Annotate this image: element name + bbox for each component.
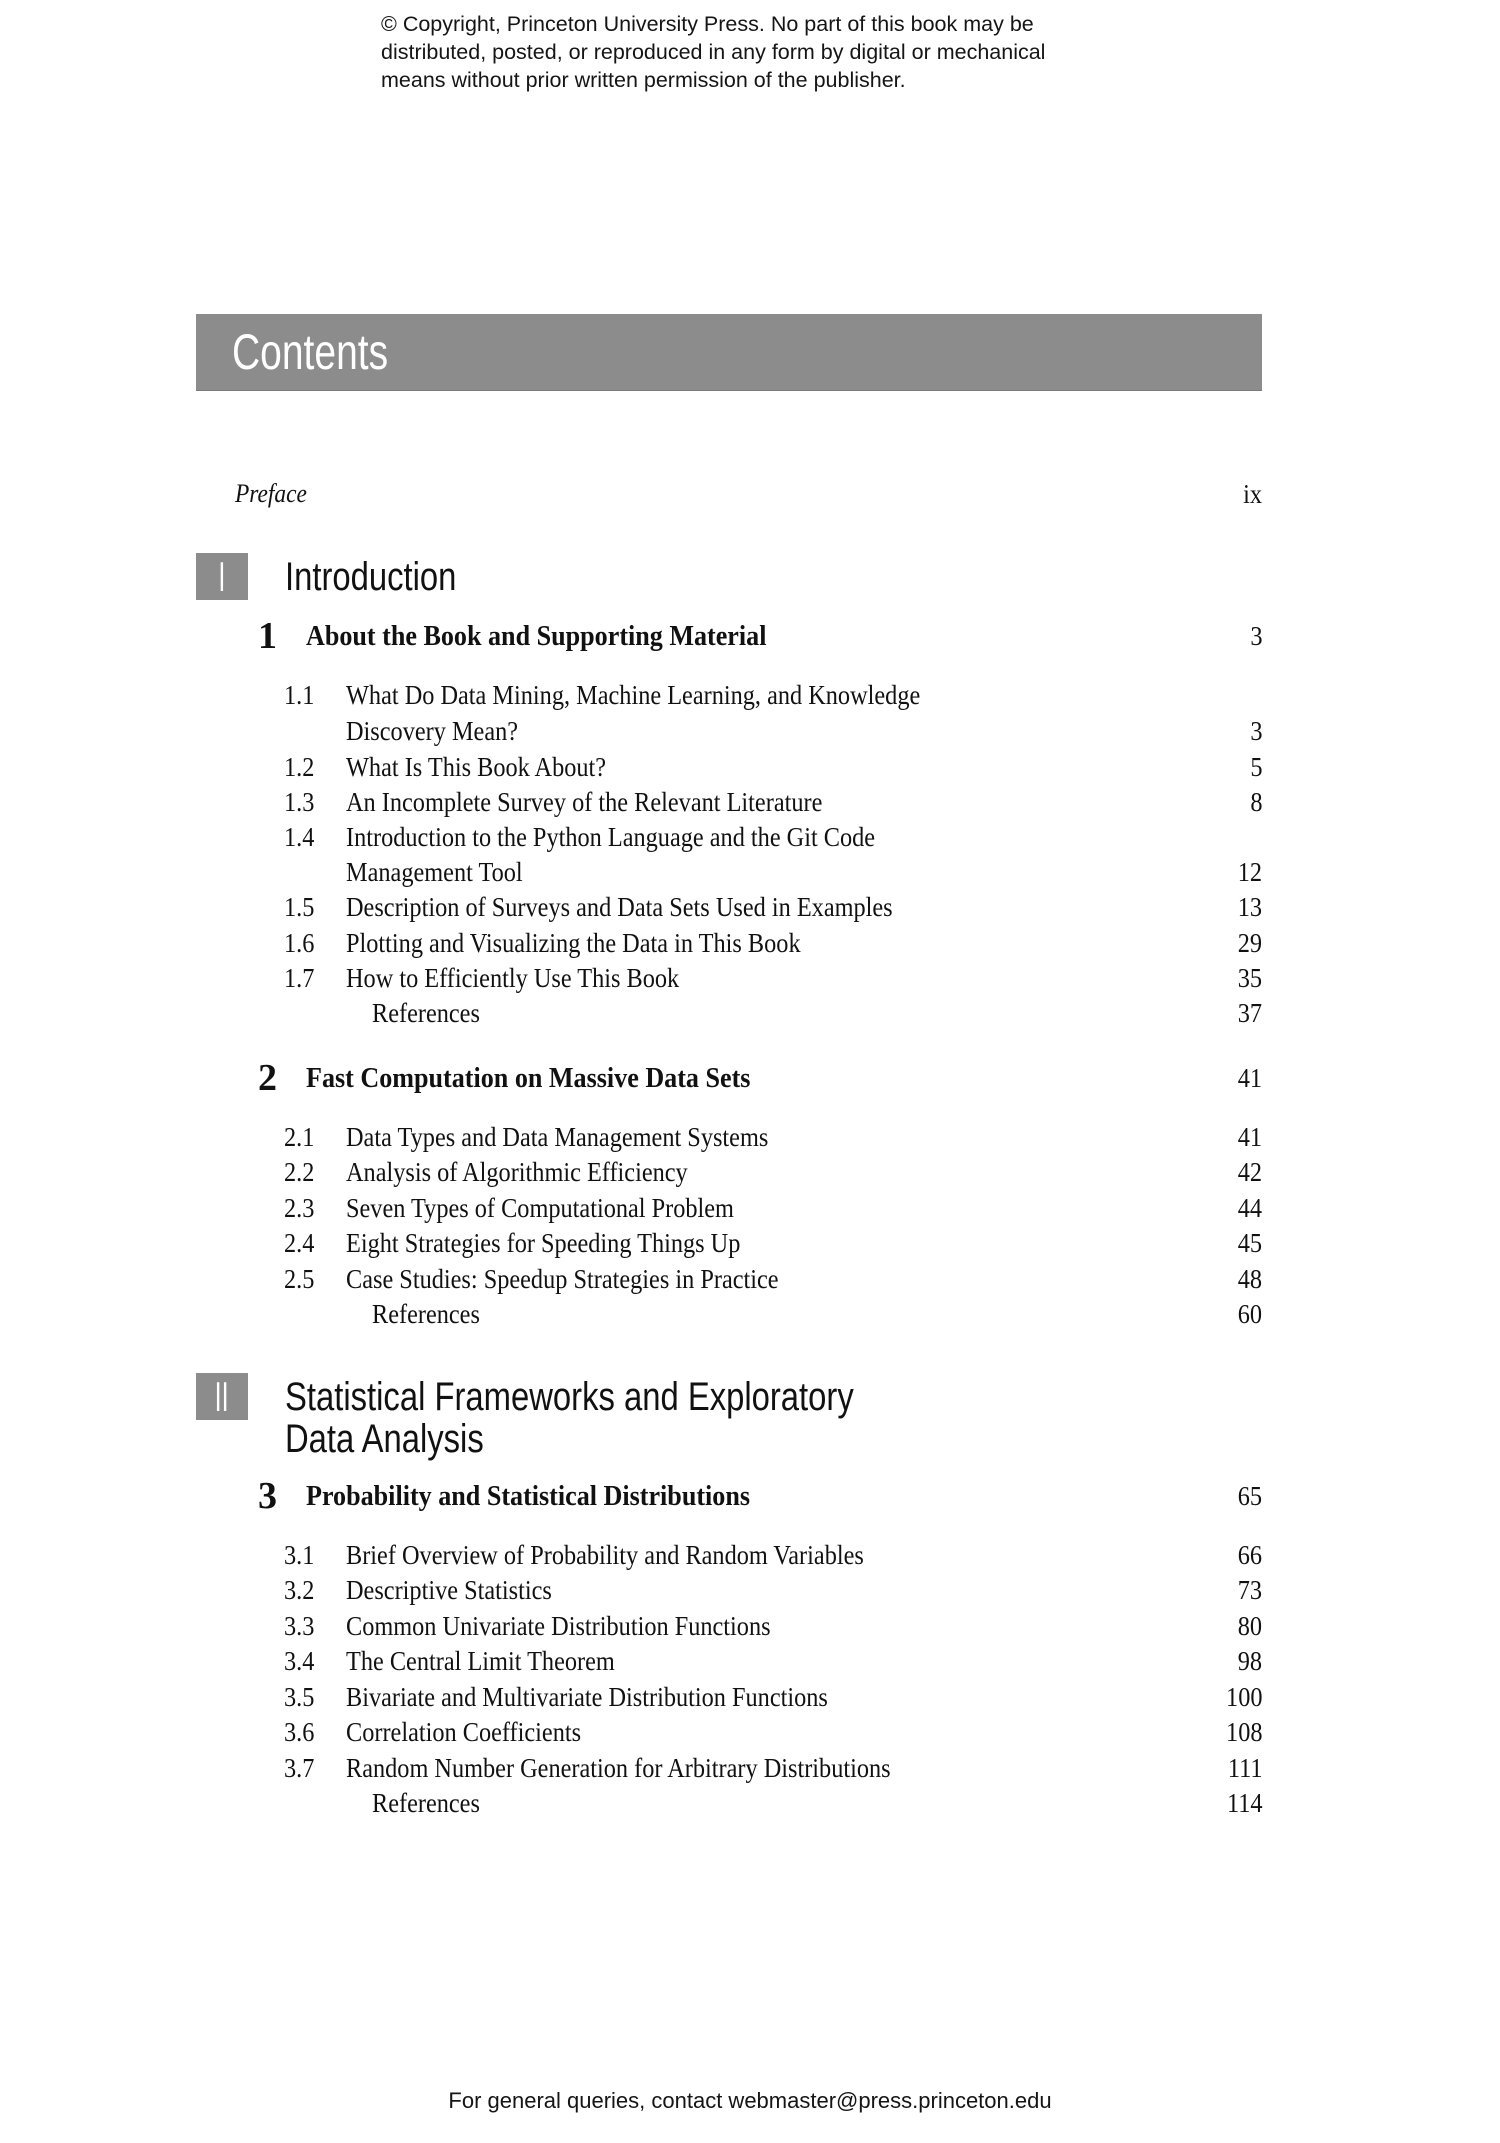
toc-section[interactable] [0, 889, 1500, 925]
copyright-notice [381, 10, 1161, 94]
section-page: 44 [1237, 1193, 1262, 1223]
toc-chapter[interactable] [0, 1056, 1500, 1100]
chapter-number: 2 [258, 1057, 277, 1099]
chapter-title: About the Book and Supporting Material [306, 620, 767, 652]
section-number: 2.4 [284, 1228, 315, 1258]
section-number: 1.1 [284, 680, 315, 710]
section-number: 2.5 [284, 1264, 315, 1294]
part-title[interactable] [285, 1376, 854, 1460]
chapter-title: Fast Computation on Massive Data Sets [306, 1062, 751, 1094]
section-page: 13 [1237, 892, 1262, 922]
references-page: 60 [1237, 1299, 1262, 1329]
section-title: Brief Overview of Probability and Random Variables [346, 1540, 864, 1570]
references-label: References [372, 1788, 480, 1818]
section-page: 66 [1237, 1540, 1262, 1570]
contents-header-bar [196, 314, 1262, 391]
toc-section[interactable] [0, 749, 1500, 785]
section-page: 29 [1237, 928, 1262, 958]
section-number: 3.2 [284, 1575, 315, 1605]
section-page: 5 [1249, 752, 1262, 782]
section-title: Analysis of Algorithmic Efficiency [346, 1157, 688, 1187]
toc-entry-page: ix [1243, 479, 1262, 509]
toc-section[interactable] [0, 1537, 1500, 1573]
toc-entry-preface[interactable] [0, 476, 1500, 512]
toc-section[interactable] [0, 1225, 1500, 1261]
toc-references[interactable] [0, 995, 1500, 1031]
toc-section[interactable] [0, 1190, 1500, 1226]
section-number: 2.2 [284, 1157, 315, 1187]
section-page: 3 [1249, 716, 1262, 746]
section-number: 3.1 [284, 1540, 315, 1570]
section-title: Introduction to the Python Language and the Git Code [346, 822, 876, 852]
section-title: What Do Data Mining, Machine Learning, and Knowledge [346, 680, 921, 710]
section-page: 111 [1227, 1753, 1262, 1783]
section-title: Eight Strategies for Speeding Things Up [346, 1228, 741, 1258]
section-title: Plotting and Visualizing the Data in This Book [346, 928, 801, 958]
part-title-line: Statistical Frameworks and Exploratory [285, 1375, 854, 1419]
toc-section[interactable] [0, 960, 1500, 996]
footer-contact: For general queries, contact webmaster@press.princeton.edu [448, 2088, 1052, 2113]
part-numeral: II [214, 1373, 230, 1420]
section-page: 48 [1237, 1264, 1262, 1294]
section-title: Case Studies: Speedup Strategies in Practice [346, 1264, 779, 1294]
part-numeral-badge [196, 1373, 248, 1420]
section-title: Seven Types of Computational Problem [346, 1193, 734, 1223]
section-number: 1.5 [284, 892, 315, 922]
toc-section[interactable] [0, 1679, 1500, 1715]
section-title: Management Tool [346, 857, 523, 887]
toc-section[interactable] [0, 1643, 1500, 1679]
references-label: References [372, 998, 480, 1028]
section-number: 3.7 [284, 1753, 315, 1783]
section-page: 80 [1237, 1611, 1262, 1641]
section-page: 35 [1237, 963, 1262, 993]
chapter-page: 65 [1237, 1481, 1262, 1511]
part-title-line: Introduction [285, 555, 457, 599]
toc-section[interactable] [0, 925, 1500, 961]
section-number: 1.3 [284, 787, 315, 817]
toc-section-continuation[interactable] [0, 713, 1500, 749]
references-page: 114 [1226, 1788, 1262, 1818]
section-title: Data Types and Data Management Systems [346, 1122, 769, 1152]
toc-references[interactable] [0, 1296, 1500, 1332]
section-title: Bivariate and Multivariate Distribution Functions [346, 1682, 828, 1712]
section-page: 41 [1237, 1122, 1262, 1152]
chapter-title: Probability and Statistical Distributions [306, 1480, 751, 1512]
copyright-line: distributed, posted, or reproduced in any form by digital or mechanical [381, 40, 1046, 64]
section-title: Descriptive Statistics [346, 1575, 552, 1605]
section-page: 45 [1237, 1228, 1262, 1258]
section-title: Common Univariate Distribution Functions [346, 1611, 771, 1641]
toc-section[interactable] [0, 1608, 1500, 1644]
part-title-line: Data Analysis [285, 1417, 484, 1461]
section-number: 1.6 [284, 928, 315, 958]
chapter-page: 3 [1249, 621, 1262, 651]
copyright-line: means without prior written permission of the publisher. [381, 68, 906, 92]
section-title: Correlation Coefficients [346, 1717, 582, 1747]
toc-section[interactable] [0, 1714, 1500, 1750]
part-title[interactable] [285, 556, 456, 598]
toc-section[interactable] [0, 784, 1500, 820]
toc-section[interactable] [0, 1261, 1500, 1297]
part-numeral-badge [196, 553, 248, 600]
section-number: 3.6 [284, 1717, 315, 1747]
chapter-page: 41 [1237, 1063, 1262, 1093]
toc-section-continuation[interactable] [0, 854, 1500, 890]
section-title: How to Efficiently Use This Book [346, 963, 680, 993]
toc-entry-title: Preface [235, 479, 307, 508]
toc-chapter[interactable] [0, 1474, 1500, 1518]
references-label: References [372, 1299, 480, 1329]
section-title: Discovery Mean? [346, 716, 519, 746]
section-number: 2.1 [284, 1122, 315, 1152]
section-page: 73 [1237, 1575, 1262, 1605]
section-number: 3.5 [284, 1682, 315, 1712]
section-number: 3.4 [284, 1646, 315, 1676]
section-page: 100 [1225, 1682, 1262, 1712]
section-title: Description of Surveys and Data Sets Used in Examples [346, 892, 893, 922]
section-title: What Is This Book About? [346, 752, 607, 782]
copyright-line: © Copyright, Princeton University Press. No part of this book may be [381, 12, 1034, 36]
section-page: 98 [1237, 1646, 1262, 1676]
section-title: The Central Limit Theorem [346, 1646, 615, 1676]
chapter-number: 1 [258, 615, 277, 657]
toc-section[interactable] [0, 1119, 1500, 1155]
toc-section[interactable] [0, 1750, 1500, 1786]
references-page: 37 [1237, 998, 1262, 1028]
section-page: 108 [1225, 1717, 1262, 1747]
toc-section[interactable] [0, 819, 1500, 855]
section-page: 42 [1237, 1157, 1262, 1187]
toc-section[interactable] [0, 1572, 1500, 1608]
page-title: Contents [232, 324, 389, 380]
section-page: 8 [1249, 787, 1262, 817]
toc-section[interactable] [0, 1154, 1500, 1190]
toc-chapter[interactable] [0, 614, 1500, 658]
section-number: 1.4 [284, 822, 315, 852]
section-title: An Incomplete Survey of the Relevant Literature [346, 787, 823, 817]
section-title: Random Number Generation for Arbitrary Distributions [346, 1753, 891, 1783]
toc-references[interactable] [0, 1785, 1500, 1821]
section-number: 1.2 [284, 752, 315, 782]
toc-section[interactable] [0, 677, 1500, 713]
chapter-number: 3 [258, 1475, 277, 1517]
section-page: 12 [1237, 857, 1262, 887]
section-number: 2.3 [284, 1193, 315, 1223]
section-number: 3.3 [284, 1611, 315, 1641]
part-numeral: I [218, 553, 226, 600]
section-number: 1.7 [284, 963, 315, 993]
